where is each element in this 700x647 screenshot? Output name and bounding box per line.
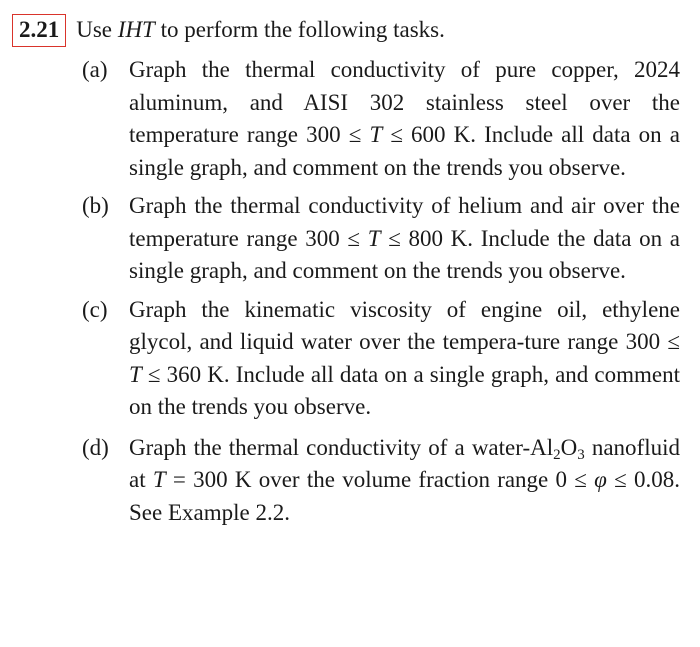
task-d <box>12 432 680 530</box>
task-a-label: (a) <box>82 57 108 82</box>
problem-header <box>12 12 688 48</box>
task-d-text: Graph the thermal conductivity of a water-$Al_2O_3$ nanofluid at T = 300 K over the volume fraction range 0 ≤ φ ≤ 0.08. See Example 2.2. <box>129 434 680 525</box>
problem-number: 2.21 <box>12 14 66 47</box>
task-a-text: Graph the thermal conductivity of pure copper, 2024 aluminum, and AISI 302 stainless steel over the temperature range 300 ≤ T ≤ 600 K. Include all data on a single graph, and comment on the trends you observe. <box>129 57 680 180</box>
task-c-text: Graph the kinematic viscosity of engine oil, ethylene glycol, and liquid water over the tempera-ture range 300 ≤ T ≤ 360 K. Include all data on a single graph, and comment on the trends you observe. <box>129 296 680 419</box>
problem-2-21 <box>12 12 688 529</box>
task-d-label: (d) <box>82 434 109 460</box>
task-a <box>12 54 680 184</box>
task-c-label: (c) <box>82 296 108 322</box>
task-b-text: Graph the thermal conductivity of helium and air over the temperature range 300 ≤ T ≤ 800 K. Include the data on a single graph, and comment on the trends you observe. <box>129 193 680 283</box>
task-c <box>12 294 680 424</box>
task-b <box>12 190 680 288</box>
problem-intro: Use IHT to perform the following tasks. <box>76 17 445 42</box>
task-b-label: (b) <box>82 193 109 218</box>
